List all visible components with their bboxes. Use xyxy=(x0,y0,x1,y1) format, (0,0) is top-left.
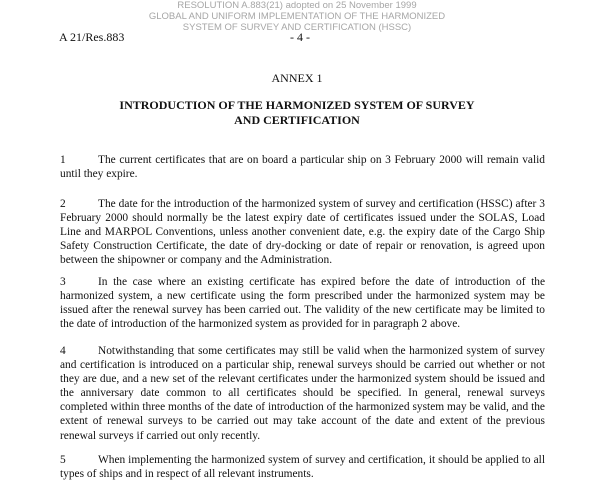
paragraph-5 xyxy=(60,453,545,481)
paragraph-2 xyxy=(60,197,545,267)
paragraph-number: 5 xyxy=(60,454,66,466)
paragraph-number: 3 xyxy=(60,276,66,288)
watermark-line-3: SYSTEM OF SURVEY AND CERTIFICATION (HSSC) xyxy=(182,22,412,33)
resolution-watermark xyxy=(0,0,594,33)
title-line-2: AND CERTIFICATION xyxy=(234,113,360,127)
paragraph-1 xyxy=(60,153,545,181)
paragraph-4 xyxy=(60,344,545,443)
paragraph-text: In the case where an existing certificate has expired before the date of introduction of the harmonized system, a new certificate using the form prescribed under the harmonized system may be issued after the renewal survey has been carried out. The validity of the new certificate may be limited to the date of introduction of the harmonized system as provided for in paragraph 2 above. xyxy=(60,276,545,331)
paragraph-text: Notwithstanding that some certificates may still be valid when the harmonized system of survey and certification is introduced on a particular ship, renewal surveys should be carried out whether or not they are due, and a new set of the relevant certificates under the harmonized system should be issued and the anniversary date common to all certificates should be specified. In general, renewal surveys completed within three months of the date of introduction of the harmonized system may be valid, and the extent of renewal surveys to be carried out may take account of the date and extent of the previous renewal surveys if carried out only recently. xyxy=(60,345,545,442)
paragraph-3 xyxy=(60,275,545,331)
paragraph-number: 2 xyxy=(60,198,66,210)
paragraph-number: 4 xyxy=(60,345,66,357)
page-number: - 4 - xyxy=(290,30,310,44)
paragraph-text: The current certificates that are on board a particular ship on 3 February 2000 will remain valid until they expire. xyxy=(60,154,545,181)
watermark-line-1: RESOLUTION A.883(21) adopted on 25 November 1999 xyxy=(177,0,417,11)
watermark-line-2: GLOBAL AND UNIFORM IMPLEMENTATION OF THE HARMONIZED xyxy=(148,11,446,22)
paragraph-text: The date for the introduction of the harmonized system of survey and certification (HSSC) after 3 February 2000 should normally be the latest expiry date of certificates issued under the SOLAS, Load Line and MARPOL Conventions, unless another convenient date, e.g. the expiry date of the Cargo Ship Safety Construction Certificate, the date of dry-docking or date of repair or renovation, is agreed upon between the shipowner or company and the Administration. xyxy=(60,198,545,267)
title-line-1: INTRODUCTION OF THE HARMONIZED SYSTEM OF SURVEY xyxy=(119,98,475,112)
document-reference: A 21/Res.883 xyxy=(59,30,125,44)
paragraph-text: When implementing the harmonized system of survey and certification, it should be applied to all types of ships and in respect of all relevant instruments. xyxy=(60,454,545,481)
annex-heading: ANNEX 1 xyxy=(271,71,323,85)
paragraph-number: 1 xyxy=(60,154,66,166)
section-title xyxy=(0,98,594,128)
